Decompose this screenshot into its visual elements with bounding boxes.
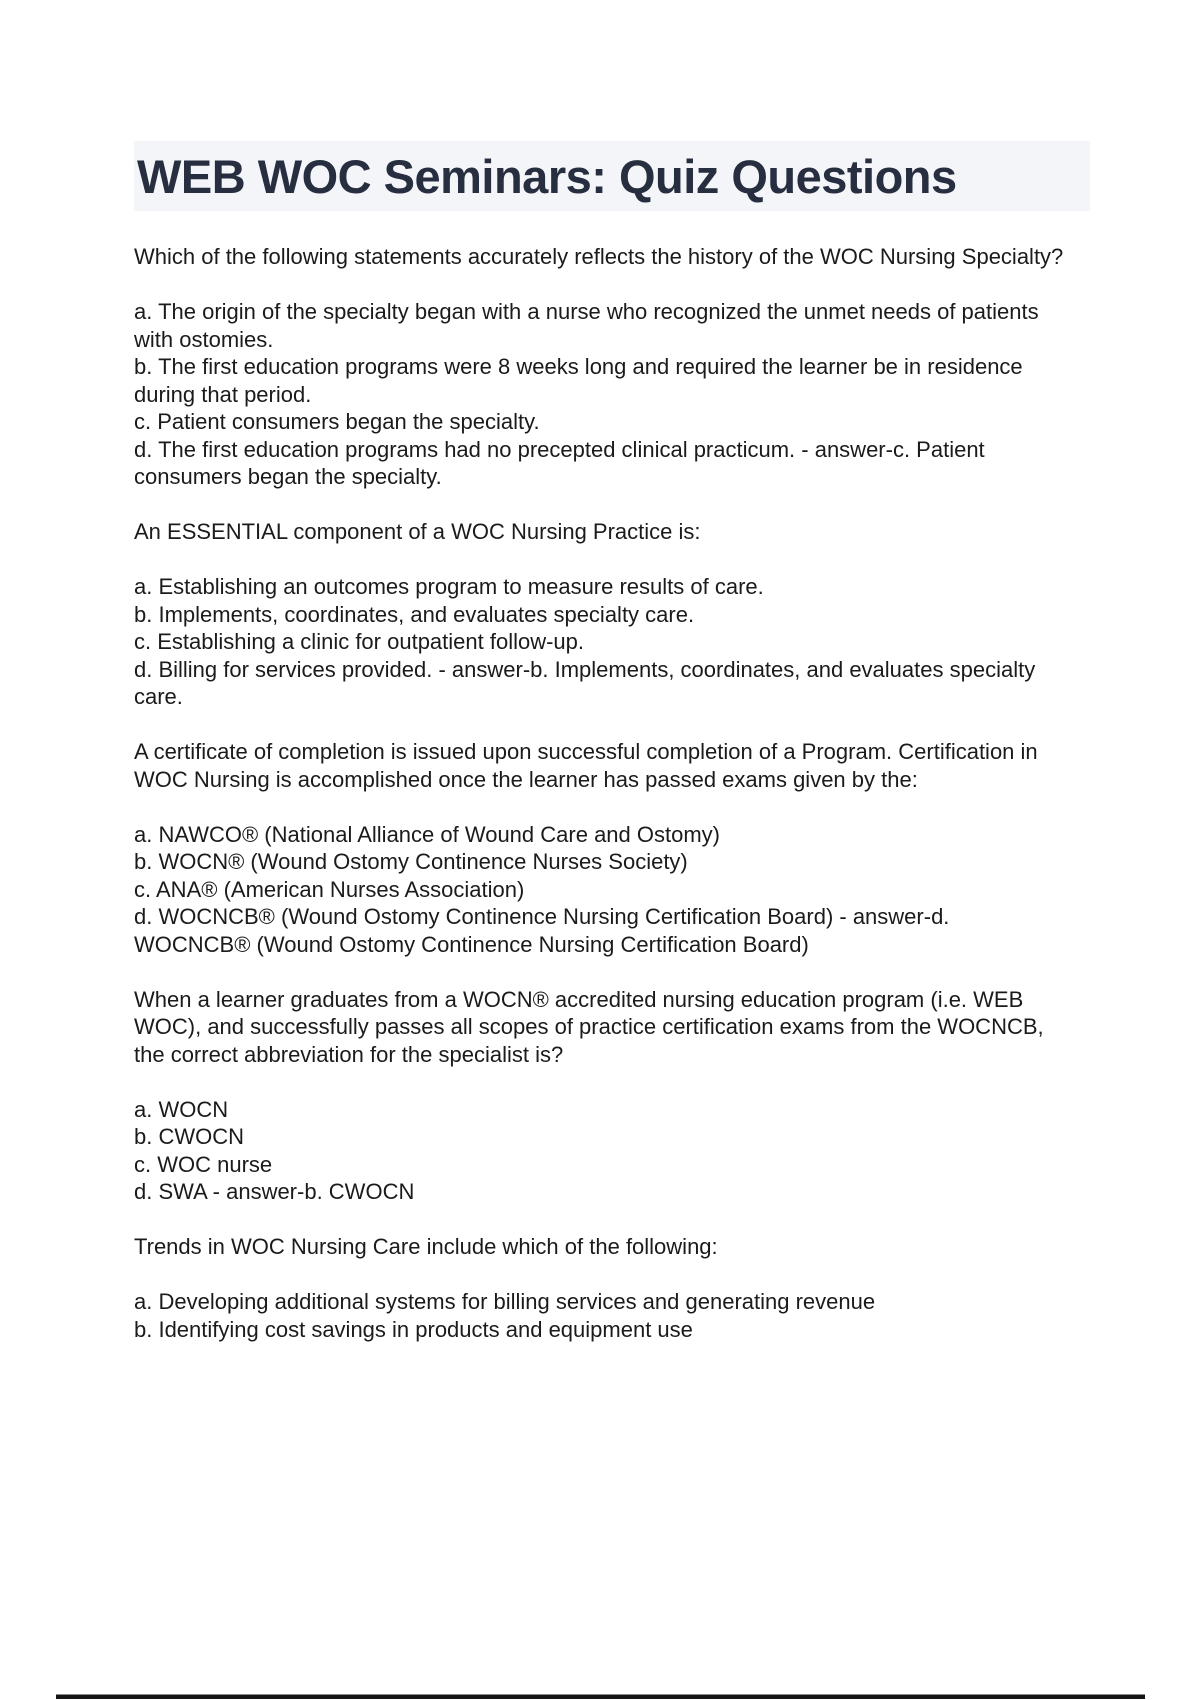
title-banner (134, 141, 1090, 211)
option-text: d. The first education programs had no precepted clinical practicum. - answer-c. Patient consumers began the specialty. (134, 436, 985, 489)
option-text: b. WOCN® (Wound Ostomy Continence Nurses Society) (134, 849, 688, 874)
option-text: a. Developing additional systems for billing services and generating revenue (134, 1289, 876, 1314)
page-bottom-rule (56, 1694, 1145, 1699)
question-block (134, 243, 1069, 491)
option-text: b. Implements, coordinates, and evaluates specialty care. (134, 601, 695, 627)
question-block (134, 738, 1069, 958)
option-text: c. WOC nurse (134, 1151, 273, 1177)
options-list (134, 298, 1069, 491)
question-text: When a learner graduates from a WOCN® accredited nursing education program (i.e. WEB WOC), and successfully passes all scopes of practice certification exams from the WOCNCB, the correct abbreviation for the specialist is? (134, 986, 1044, 1067)
question-text: Trends in WOC Nursing Care include which of the following: (134, 1234, 718, 1259)
question-text: An ESSENTIAL component of a WOC Nursing Practice is: (134, 519, 701, 544)
option-text: a. The origin of the specialty began with a nurse who recognized the unmet needs of patients with ostomies. (134, 299, 1039, 352)
option-text: c. ANA® (American Nurses Association) (134, 876, 525, 902)
quiz-content (134, 243, 1069, 1371)
options-list (134, 1288, 1069, 1343)
option-text: c. Establishing a clinic for outpatient follow-up. (134, 629, 585, 654)
question-text: Which of the following statements accurately reflects the history of the WOC Nursing Specialty? (134, 244, 1064, 269)
option-text: c. Patient consumers began the specialty. (134, 409, 540, 434)
options-list (134, 821, 1069, 959)
question-text: A certificate of completion is issued upon successful completion of a Program. Certification in WOC Nursing is accomplished once the learner has passed exams given by the: (134, 739, 1038, 792)
option-text: b. Identifying cost savings in products and equipment use (134, 1316, 693, 1342)
option-text: d. SWA - answer-b. CWOCN (134, 1179, 415, 1204)
option-text: b. The first education programs were 8 weeks long and required the learner be in residence during that period. (134, 354, 1023, 407)
option-text: b. CWOCN (134, 1124, 244, 1149)
question-block (134, 986, 1069, 1206)
page-title: WEB WOC Seminars: Quiz Questions (137, 149, 957, 203)
option-text: d. Billing for services provided. - answer-b. Implements, coordinates, and evaluates specialty care. (134, 656, 1036, 709)
question-block (134, 518, 1069, 711)
option-text: d. WOCNCB® (Wound Ostomy Continence Nursing Certification Board) - answer-d. WOCNCB® (Wound Ostomy Continence Nursing Certification Board) (134, 904, 950, 957)
option-text: a. Establishing an outcomes program to measure results of care. (134, 574, 764, 599)
options-list (134, 1096, 1069, 1206)
option-text: a. WOCN (134, 1096, 229, 1122)
options-list (134, 573, 1069, 711)
option-text: a. NAWCO® (National Alliance of Wound Care and Ostomy) (134, 821, 720, 847)
question-block (134, 1233, 1069, 1343)
